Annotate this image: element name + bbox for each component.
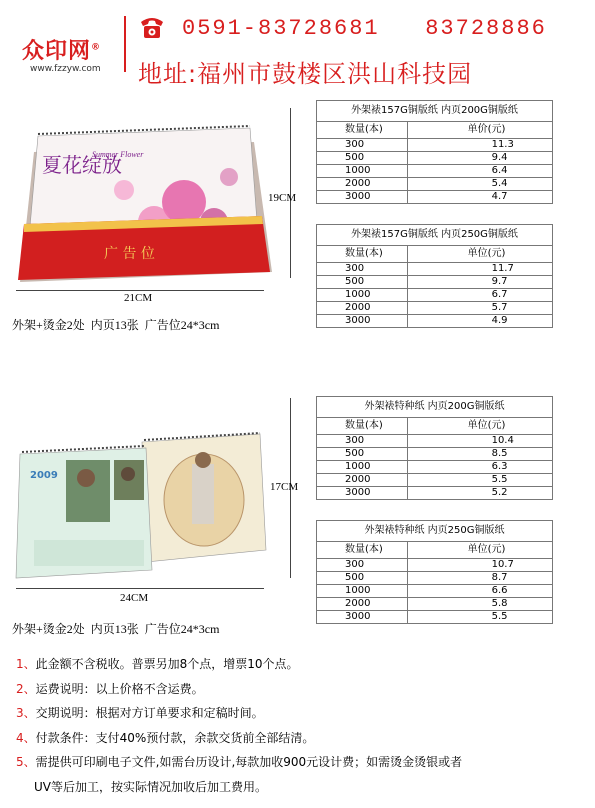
company-address: 地址:福州市鼓楼区洪山科技园: [138, 60, 473, 88]
price-cell: 5.7: [407, 302, 552, 315]
table-title: 外架裱特种纸 内页250G铜版纸: [317, 521, 553, 542]
ad-space-text: 广 告 位: [104, 246, 155, 262]
qty-cell: 300: [317, 263, 408, 276]
phone-icon: [138, 14, 166, 40]
table-row: [317, 139, 553, 152]
qty-cell: 1000: [317, 461, 408, 474]
price-table-2a: [316, 396, 553, 500]
table-row: [317, 165, 553, 178]
price-cell: 6.7: [407, 289, 552, 302]
table-row: [317, 178, 553, 191]
price-cell: 10.4: [407, 435, 552, 448]
qty-cell: 300: [317, 139, 408, 152]
qty-cell: 500: [317, 448, 408, 461]
qty-cell: 500: [317, 276, 408, 289]
height-label-1: 19CM: [268, 192, 297, 204]
product2-spec: 外架+烫金2处 内页13张 广告位24*3cm: [12, 622, 220, 636]
price-cell: 5.5: [407, 611, 552, 624]
qty-cell: 2000: [317, 598, 408, 611]
note-item: [16, 677, 586, 702]
price-cell: 11.7: [407, 263, 552, 276]
price-cell: 4.7: [407, 191, 552, 204]
table-row: [317, 276, 553, 289]
table-title: 外架裱157G铜版纸 内页200G铜版纸: [317, 101, 553, 122]
qty-cell: 2000: [317, 178, 408, 191]
note-item: [16, 701, 586, 726]
price-table-1b: [316, 224, 553, 328]
note-item: [16, 750, 586, 775]
note-number: 1、: [16, 657, 36, 671]
table-row: [317, 611, 553, 624]
phone-numbers: 0591-83728681 83728886: [182, 16, 547, 41]
qty-cell: 3000: [317, 315, 408, 328]
table-row: [317, 461, 553, 474]
price-cell: 6.4: [407, 165, 552, 178]
width-label-2: 24CM: [120, 592, 149, 604]
col-header-price: 单位(元): [407, 246, 552, 263]
table-row: [317, 152, 553, 165]
note-number: 4、: [16, 730, 36, 745]
width-dimension-line-1: [16, 290, 264, 291]
qty-cell: 300: [317, 435, 408, 448]
table-row: [317, 598, 553, 611]
note-text: 付款条件：支付40%预付款，余款交货前全部结清。: [35, 730, 315, 745]
note-item: [16, 726, 586, 751]
note-text: 运费说明：以上价格不含运费。: [35, 681, 204, 696]
header-divider: [124, 16, 126, 72]
price-cell: 8.5: [407, 448, 552, 461]
table-row: [317, 487, 553, 500]
price-cell: 9.7: [407, 276, 552, 289]
desk-calendar-photo-1: [14, 112, 284, 292]
table-title: 外架裱特种纸 内页200G铜版纸: [317, 397, 553, 418]
price-cell: 11.3: [407, 139, 552, 152]
qty-cell: 300: [317, 559, 408, 572]
table-row: [317, 191, 553, 204]
table-row: [317, 559, 553, 572]
note-text: UV等后加工，按实际情况加收后加工费用。: [34, 779, 267, 794]
price-cell: 8.7: [407, 572, 552, 585]
table-row: [317, 263, 553, 276]
terms-notes: [16, 652, 586, 799]
col-header-qty: 数量(本): [317, 122, 408, 139]
note-item: [16, 775, 586, 800]
qty-cell: 1000: [317, 585, 408, 598]
note-text: 交期说明：根据对方订单要求和定稿时间。: [35, 706, 264, 720]
price-cell: 6.6: [407, 585, 552, 598]
table-row: [317, 474, 553, 487]
page-header: [0, 0, 595, 88]
calendar-year-text: 2009: [30, 470, 58, 481]
company-logo: [22, 34, 101, 65]
desk-calendar-photo-2: [14, 430, 274, 580]
note-number: 5、: [16, 755, 36, 769]
price-cell: 9.4: [407, 152, 552, 165]
table-row: [317, 435, 553, 448]
table-row: [317, 572, 553, 585]
note-number: 2、: [16, 681, 36, 696]
table-title: 外架裱157G铜版纸 内页250G铜版纸: [317, 225, 553, 246]
qty-cell: 2000: [317, 474, 408, 487]
qty-cell: 1000: [317, 289, 408, 302]
col-header-qty: 数量(本): [317, 246, 408, 263]
qty-cell: 3000: [317, 611, 408, 624]
calendar-subtitle-text: Summer Flower: [92, 150, 144, 159]
table-row: [317, 585, 553, 598]
table-row: [317, 315, 553, 328]
price-cell: 5.2: [407, 487, 552, 500]
col-header-price: 单位(元): [407, 542, 552, 559]
price-table-2b: [316, 520, 553, 624]
price-cell: 5.8: [407, 598, 552, 611]
col-header-qty: 数量(本): [317, 418, 408, 435]
product1-spec: 外架+烫金2处 内页13张 广告位24*3cm: [12, 318, 220, 332]
price-cell: 10.7: [407, 559, 552, 572]
width-dimension-line-2: [16, 588, 264, 589]
qty-cell: 500: [317, 572, 408, 585]
price-cell: 5.5: [407, 474, 552, 487]
calendar-title-text: 夏花绽放: [42, 155, 122, 177]
note-number: 3、: [16, 706, 36, 720]
note-text: 需提供可印刷电子文件,如需台历设计,每款加收900元设计费；如需烫金烫银或者: [35, 755, 463, 769]
col-header-price: 单价(元): [407, 122, 552, 139]
price-cell: 5.4: [407, 178, 552, 191]
table-row: [317, 302, 553, 315]
logo-text: 众印网: [22, 39, 92, 64]
qty-cell: 3000: [317, 191, 408, 204]
price-cell: 4.9: [407, 315, 552, 328]
col-header-qty: 数量(本): [317, 542, 408, 559]
width-label-1: 21CM: [124, 292, 153, 304]
qty-cell: 3000: [317, 487, 408, 500]
qty-cell: 500: [317, 152, 408, 165]
table-row: [317, 448, 553, 461]
logo-registered-mark: ®: [91, 42, 102, 53]
price-cell: 6.3: [407, 461, 552, 474]
logo-url: www.fzzyw.com: [30, 64, 101, 74]
note-text: 此金额不含税收。普票另加8个点，增票10个点。: [35, 657, 299, 671]
table-row: [317, 289, 553, 302]
qty-cell: 1000: [317, 165, 408, 178]
height-label-2: 17CM: [270, 481, 299, 493]
note-item: [16, 652, 586, 677]
col-header-price: 单位(元): [407, 418, 552, 435]
qty-cell: 2000: [317, 302, 408, 315]
price-table-1a: [316, 100, 553, 204]
